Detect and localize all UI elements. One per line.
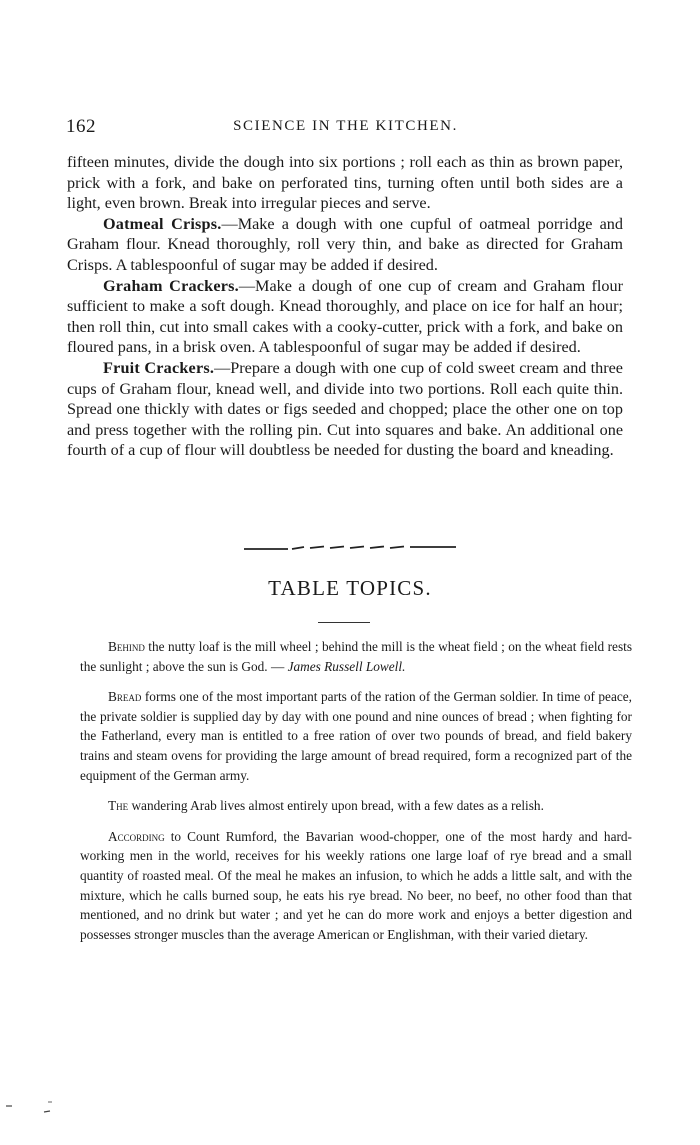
- topic-paragraph: [80, 827, 632, 945]
- page-number: 162: [66, 116, 96, 137]
- topic-text: the nutty loaf is the mill wheel ; behind the mill is the wheat field ; on the wheat field rests the sunlight ; above the sun is God. —: [80, 639, 632, 674]
- topic-text: forms one of the most important parts of the ration of the German soldier. In time of peace, the private soldier is supplied day by day with one pound and nine ounces of bread ; when fighting for the Fatherland, every man is entitled to a free ration of over two pounds of bread, and field bakery trains and steam ovens for providing the large amount of bread required, form a recognized part of the equipment of the German army.: [80, 689, 632, 783]
- page-header: [66, 116, 625, 142]
- ornamental-divider: [244, 543, 456, 553]
- recipe-section: [67, 152, 623, 461]
- running-head: SCIENCE IN THE KITCHEN.: [233, 118, 458, 134]
- topic-paragraph: [80, 637, 632, 676]
- recipe-oatmeal-crisps: [67, 214, 623, 276]
- topic-attribution: James Russell Lowell.: [287, 658, 406, 674]
- section-title: TABLE TOPICS.: [268, 576, 432, 600]
- scan-marks: [4, 1098, 64, 1118]
- topic-lead: Behind: [108, 639, 145, 654]
- table-topics: [80, 637, 632, 955]
- recipe-title: Graham Crackers.: [103, 276, 239, 295]
- topic-text: to Count Rumford, the Bavarian wood-chopper, one of the most hardy and hard-working men in the world, receives for his weekly rations one large loaf of rye bread and a small quantity of roasted meal. Of the meal he makes an infusion, to which he adds a little salt, and with the mixture, which he calls burned soup, he eats his rye bread. No beer, no beef, no other food than that mentioned, and no drink but water ; and yet he can do more work and enjoys a better digestion and possesses stronger muscles than the average American or Englishman, with their varied dietary.: [80, 828, 632, 942]
- recipe-text: —Make a dough with one cupful of oatmeal porridge and Graham flour. Knead thoroughly, roll very thin, and bake as directed for Graham Crisps. A tablespoonful of sugar may be added if desired.: [67, 214, 623, 274]
- recipe-title: Oatmeal Crisps.: [103, 214, 222, 233]
- title-underline: [318, 622, 370, 623]
- recipe-title: Fruit Crackers.: [103, 358, 215, 377]
- recipe-text: —Prepare a dough with one cup of cold sweet cream and three cups of Graham flour, knead well, and divide into two portions. Roll each quite thin. Spread one thickly with dates or figs seeded and chopped; place the other one on top and press together with the rolling pin. Cut into squares and bake. An additional one fourth of a cup of flour will doubtless be needed for dusting the board and kneading.: [67, 358, 623, 460]
- topic-paragraph: [80, 687, 632, 785]
- recipe-graham-crackers: [67, 276, 623, 358]
- topic-paragraph: [80, 796, 632, 816]
- topic-lead: According: [108, 828, 165, 844]
- topic-text: wandering Arab lives almost entirely upon bread, with a few dates as a relish.: [128, 798, 544, 814]
- recipe-text: —Make a dough of one cup of cream and Graham flour sufficient to make a soft dough. Knead thoroughly, and place on ice for half an hour; then roll thin, cut into small cakes with a cooky-cutter, prick with a fork, and bake on floured pans, in a brisk oven. A tablespoonful of sugar may be added if desired.: [67, 276, 624, 357]
- recipe-continuation: fifteen minutes, divide the dough into six portions ; roll each as thin as brown paper, prick with a fork, and bake on perforated tins, turning often until both sides are a light, even brown. Break into irregular pieces and serve.: [67, 153, 623, 213]
- topic-lead: Bread: [108, 689, 142, 705]
- recipe-fruit-crackers: [67, 358, 623, 461]
- topic-lead: The: [108, 798, 129, 814]
